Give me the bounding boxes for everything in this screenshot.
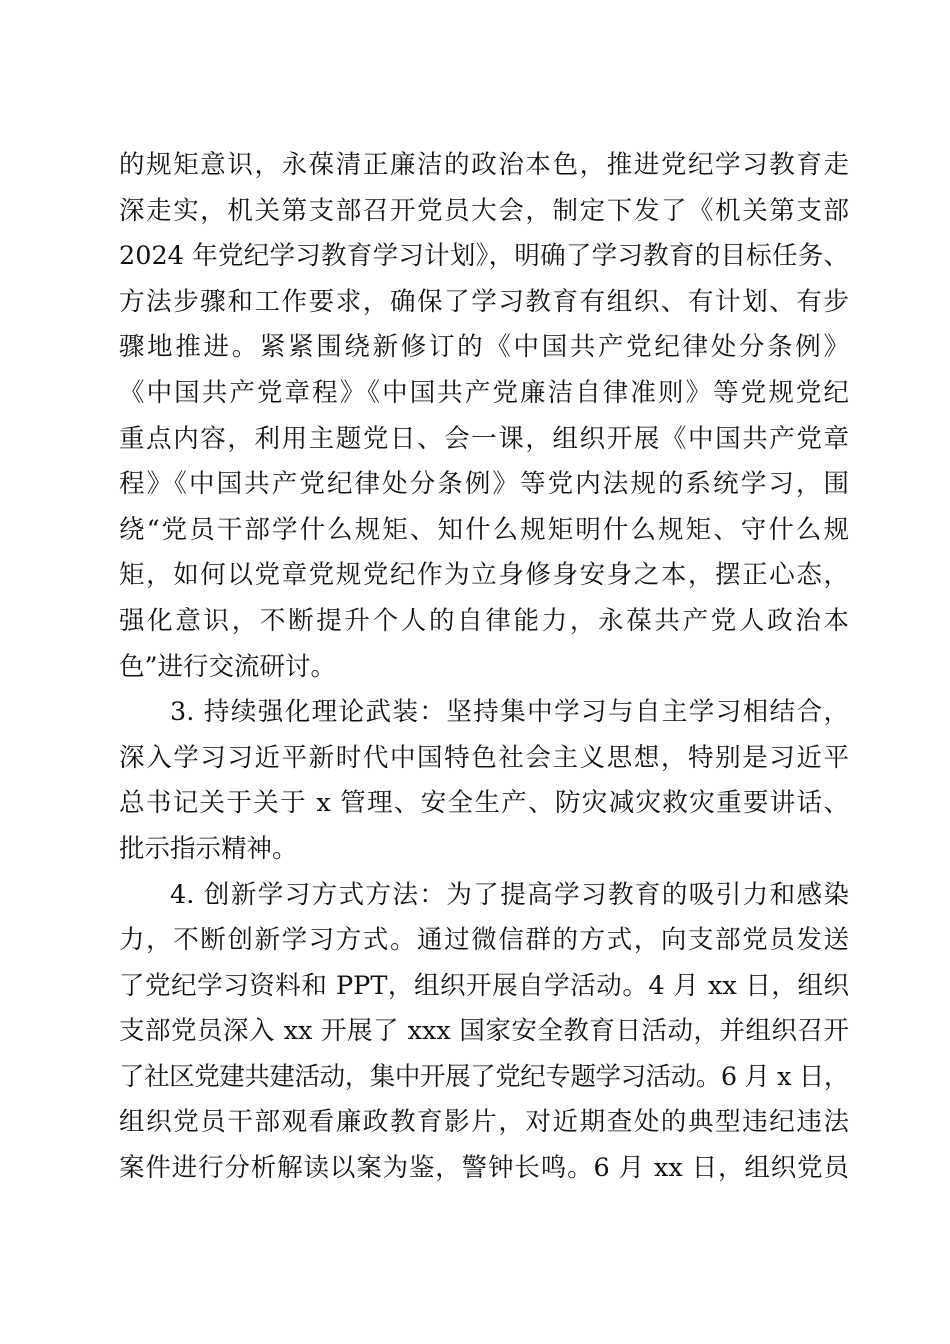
text-line: 强化意识，不断提升个人的自律能力，永葆共产党人政治本 bbox=[119, 605, 849, 636]
text-line: 矩，如何以党章党规党纪作为立身修身安身之本，摆正心态， bbox=[119, 560, 849, 591]
text-line: 《中国共产党章程》《中国共产党廉洁自律准则》等党规党纪 bbox=[119, 377, 849, 408]
text-line: 3. 持续强化理论武装：坚持集中学习与自主学习相结合， bbox=[170, 697, 849, 728]
text-line: 力，不断创新学习方式。通过微信群的方式，向支部党员发送 bbox=[119, 925, 849, 956]
text-line: 深走实，机关第支部召开党员大会，制定下发了《机关第支部 bbox=[119, 195, 849, 226]
paragraph-p3 bbox=[119, 873, 849, 1192]
text-line: 重点内容，利用主题党日、会一课，组织开展《中国共产党章 bbox=[119, 423, 849, 454]
text-line: 色”进行交流研讨。 bbox=[119, 651, 337, 682]
text-line: 4. 创新学习方式方法：为了提高学习教育的吸引力和感染 bbox=[170, 879, 849, 910]
text-line: 了党纪学习资料和 PPT，组织开展自学活动。4 月 xx 日，组织 bbox=[119, 970, 849, 1001]
text-line: 支部党员深入 xx 开展了 xxx 国家安全教育日活动，并组织召开 bbox=[119, 1016, 849, 1047]
text-line: 深入学习习近平新时代中国特色社会主义思想，特别是习近平 bbox=[119, 742, 849, 773]
text-line: 了社区党建共建活动，集中开展了党纪专题学习活动。6 月 x 日， bbox=[119, 1061, 849, 1092]
text-line: 2024 年党纪学习教育学习计划》，明确了学习教育的目标任务、 bbox=[119, 241, 849, 272]
text-line: 总书记关于关于 x 管理、安全生产、防灾减灾救灾重要讲话、 bbox=[119, 788, 849, 819]
text-line: 批示指示精神。 bbox=[119, 833, 298, 864]
text-line: 组织党员干部观看廉政教育影片，对近期查处的典型违纪违法 bbox=[119, 1107, 849, 1138]
document-body bbox=[119, 143, 849, 1192]
text-line: 绕“党员干部学什么规矩、知什么规矩明什么规矩、守什么规 bbox=[119, 514, 849, 545]
text-line: 的规矩意识，永葆清正廉洁的政治本色，推进党纪学习教育走 bbox=[119, 150, 849, 180]
text-line: 方法步骤和工作要求，确保了学习教育有组织、有计划、有步 bbox=[119, 286, 849, 317]
text-line: 案件进行分析解读以案为鉴，警钟长鸣。6 月 xx 日，组织党员 bbox=[119, 1153, 849, 1184]
text-line: 程》《中国共产党纪律处分条例》等党内法规的系统学习，围 bbox=[119, 469, 849, 500]
text-line: 骤地推进。紧紧围绕新修订的《中国共产党纪律处分条例》 bbox=[119, 332, 849, 363]
paragraph-p2 bbox=[119, 690, 849, 872]
paragraph-p1 bbox=[119, 143, 849, 690]
